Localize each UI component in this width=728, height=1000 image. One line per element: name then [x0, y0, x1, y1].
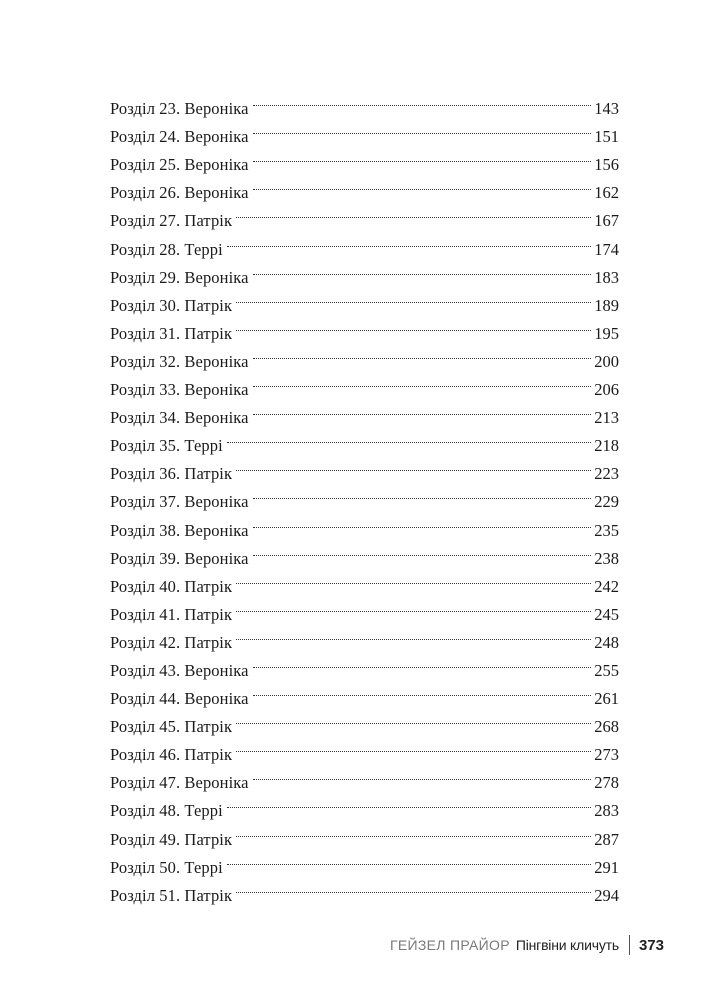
- toc-dot-leader: [233, 816, 593, 844]
- toc-entry-title: Розділ 34. Вероніка: [110, 408, 249, 428]
- toc-entry-page: 248: [594, 632, 619, 652]
- toc-entry-title: Розділ 49. Патрік: [110, 829, 233, 849]
- toc-entry-title: Розділ 35. Террі: [110, 436, 223, 456]
- toc-entry-title: Розділ 38. Вероніка: [110, 520, 249, 540]
- footer-author: ГЕЙЗЕЛ ПРАЙОР: [390, 937, 510, 953]
- toc-dot-leader: [250, 479, 594, 507]
- toc-entry-page: 261: [594, 689, 619, 709]
- toc-dot-leader: [233, 283, 593, 311]
- toc-dot-leader: [250, 367, 594, 395]
- toc-entry-page: 156: [594, 155, 619, 175]
- toc-entry-title: Розділ 36. Патрік: [110, 464, 233, 484]
- toc-entry-title: Розділ 31. Патрік: [110, 323, 233, 343]
- toc-dot-leader: [250, 170, 594, 198]
- toc-entry-title: Розділ 37. Вероніка: [110, 492, 249, 512]
- toc-entry-page: 162: [594, 183, 619, 203]
- toc-entry-page: 278: [594, 773, 619, 793]
- toc-dot-leader: [233, 564, 593, 592]
- toc-entry-title: Розділ 51. Патрік: [110, 885, 233, 905]
- table-of-contents: [110, 86, 619, 905]
- toc-entry-page: 238: [594, 548, 619, 568]
- toc-entry-title: Розділ 46. Патрік: [110, 745, 233, 765]
- toc-entry-title: Розділ 44. Вероніка: [110, 689, 249, 709]
- toc-entry-title: Розділ 43. Вероніка: [110, 660, 249, 680]
- toc-entry-page: 287: [594, 829, 619, 849]
- toc-entry-title: Розділ 47. Вероніка: [110, 773, 249, 793]
- toc-entry-page: 255: [594, 660, 619, 680]
- toc-entry-page: 242: [594, 576, 619, 596]
- toc-entry-title: Розділ 39. Вероніка: [110, 548, 249, 568]
- toc-dot-leader: [250, 536, 594, 564]
- toc-dot-leader: [233, 592, 593, 620]
- toc-dot-leader: [224, 845, 593, 873]
- toc-entry-title: Розділ 41. Патрік: [110, 604, 233, 624]
- toc-dot-leader: [250, 648, 594, 676]
- toc-entry-page: 213: [594, 408, 619, 428]
- toc-entry-page: 291: [594, 857, 619, 877]
- toc-entry-page: 195: [594, 323, 619, 343]
- toc-dot-leader: [233, 704, 593, 732]
- footer-book-title: Пінгвіни кличуть: [515, 937, 619, 953]
- toc-entry-page: 283: [594, 801, 619, 821]
- toc-entry-title: Розділ 29. Вероніка: [110, 267, 249, 287]
- toc-entry-title: Розділ 45. Патрік: [110, 717, 233, 737]
- toc-dot-leader: [224, 226, 593, 254]
- toc-dot-leader: [233, 873, 593, 901]
- toc-dot-leader: [250, 507, 594, 535]
- toc-entry-title: Розділ 50. Террі: [110, 857, 223, 877]
- toc-dot-leader: [233, 732, 593, 760]
- toc-entry-page: 200: [594, 351, 619, 371]
- toc-entry-page: 273: [594, 745, 619, 765]
- toc-entry-page: 206: [594, 380, 619, 400]
- toc-entry-page: 174: [594, 239, 619, 259]
- toc-dot-leader: [250, 676, 594, 704]
- toc-entry-page: 167: [594, 211, 619, 231]
- toc-entry-title: Розділ 24. Вероніка: [110, 127, 249, 147]
- toc-entry-title: Розділ 33. Вероніка: [110, 380, 249, 400]
- toc-entry-title: Розділ 26. Вероніка: [110, 183, 249, 203]
- toc-dot-leader: [250, 760, 594, 788]
- toc-entry-title: Розділ 27. Патрік: [110, 211, 233, 231]
- toc-dot-leader: [233, 311, 593, 339]
- toc-dot-leader: [250, 86, 594, 114]
- toc-dot-leader: [250, 339, 594, 367]
- footer-separator: [629, 935, 630, 955]
- toc-entry-page: 183: [594, 267, 619, 287]
- running-footer: [390, 934, 664, 956]
- toc-entry-page: 294: [594, 885, 619, 905]
- toc-entry-title: Розділ 48. Террі: [110, 801, 223, 821]
- toc-dot-leader: [250, 255, 594, 283]
- toc-entry-title: Розділ 23. Вероніка: [110, 99, 249, 119]
- toc-dot-leader: [233, 620, 593, 648]
- toc-entry-page: 235: [594, 520, 619, 540]
- toc-entry-title: Розділ 40. Патрік: [110, 576, 233, 596]
- toc-dot-leader: [250, 142, 594, 170]
- toc-dot-leader: [250, 114, 594, 142]
- toc-entry-title: Розділ 30. Патрік: [110, 295, 233, 315]
- toc-entry-title: Розділ 32. Вероніка: [110, 351, 249, 371]
- toc-entry-page: 245: [594, 604, 619, 624]
- toc-dot-leader: [233, 451, 593, 479]
- toc-dot-leader: [224, 423, 593, 451]
- toc-entry-page: 223: [594, 464, 619, 484]
- toc-entry-page: 268: [594, 717, 619, 737]
- toc-entry-page: 189: [594, 295, 619, 315]
- toc-entry-title: Розділ 42. Патрік: [110, 632, 233, 652]
- toc-dot-leader: [224, 788, 593, 816]
- toc-dot-leader: [250, 395, 594, 423]
- toc-entry-page: 151: [594, 127, 619, 147]
- toc-entry-page: 143: [594, 99, 619, 119]
- toc-entry: [110, 86, 619, 119]
- toc-entry-title: Розділ 28. Террі: [110, 239, 223, 259]
- page-number: 373: [638, 936, 664, 954]
- toc-dot-leader: [233, 198, 593, 226]
- toc-entry-page: 218: [594, 436, 619, 456]
- toc-entry-title: Розділ 25. Вероніка: [110, 155, 249, 175]
- toc-entry-page: 229: [594, 492, 619, 512]
